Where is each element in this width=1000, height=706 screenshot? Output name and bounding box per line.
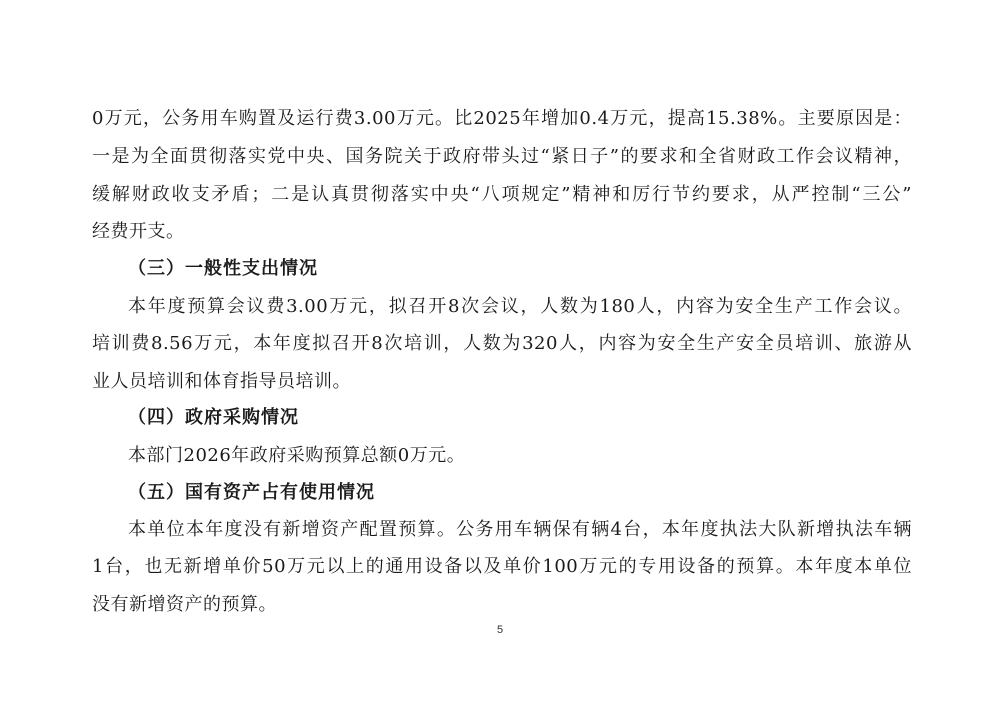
paragraph-line: 培训费8.56万元，本年度拟召开8次培训，人数为320人，内容为安全生产安全员培训、旅游从 bbox=[92, 333, 912, 354]
section-heading: （四）政府采购情况 bbox=[128, 407, 299, 428]
page-number: 5 bbox=[496, 624, 504, 636]
paragraph-line: 1台，也无新增单价50万元以上的通用设备以及单价100万元的专用设备的预算。本年度本单位 bbox=[92, 556, 912, 577]
section-heading: （五）国有资产占有使用情况 bbox=[128, 482, 375, 503]
paragraph-line: 本年度预算会议费3.00万元，拟召开8次会议，人数为180人，内容为安全生产工作会议。 bbox=[128, 296, 912, 317]
paragraph-line: 本单位本年度没有新增资产配置预算。公务用车辆保有辆4台，本年度执法大队新增执法车辆 bbox=[128, 519, 912, 540]
paragraph-line: 本部门2026年政府采购预算总额0万元。 bbox=[128, 445, 466, 466]
paragraph-line: 没有新增资产的预算。 bbox=[92, 594, 277, 615]
paragraph-line: 业人员培训和体育指导员培训。 bbox=[92, 371, 351, 392]
paragraph-line: 经费开支。 bbox=[92, 221, 185, 242]
section-heading: （三）一般性支出情况 bbox=[128, 258, 318, 279]
paragraph-line: 一是为全面贯彻落实党中央、国务院关于政府带头过“紧日子”的要求和全省财政工作会议精神， bbox=[92, 146, 912, 167]
paragraph-line: 0万元，公务用车购置及运行费3.00万元。比2025年增加0.4万元，提高15.38%。主要原因是： bbox=[92, 108, 912, 129]
paragraph-line: 缓解财政收支矛盾；二是认真贯彻落实中央“八项规定”精神和厉行节约要求，从严控制“三公” bbox=[92, 184, 912, 205]
